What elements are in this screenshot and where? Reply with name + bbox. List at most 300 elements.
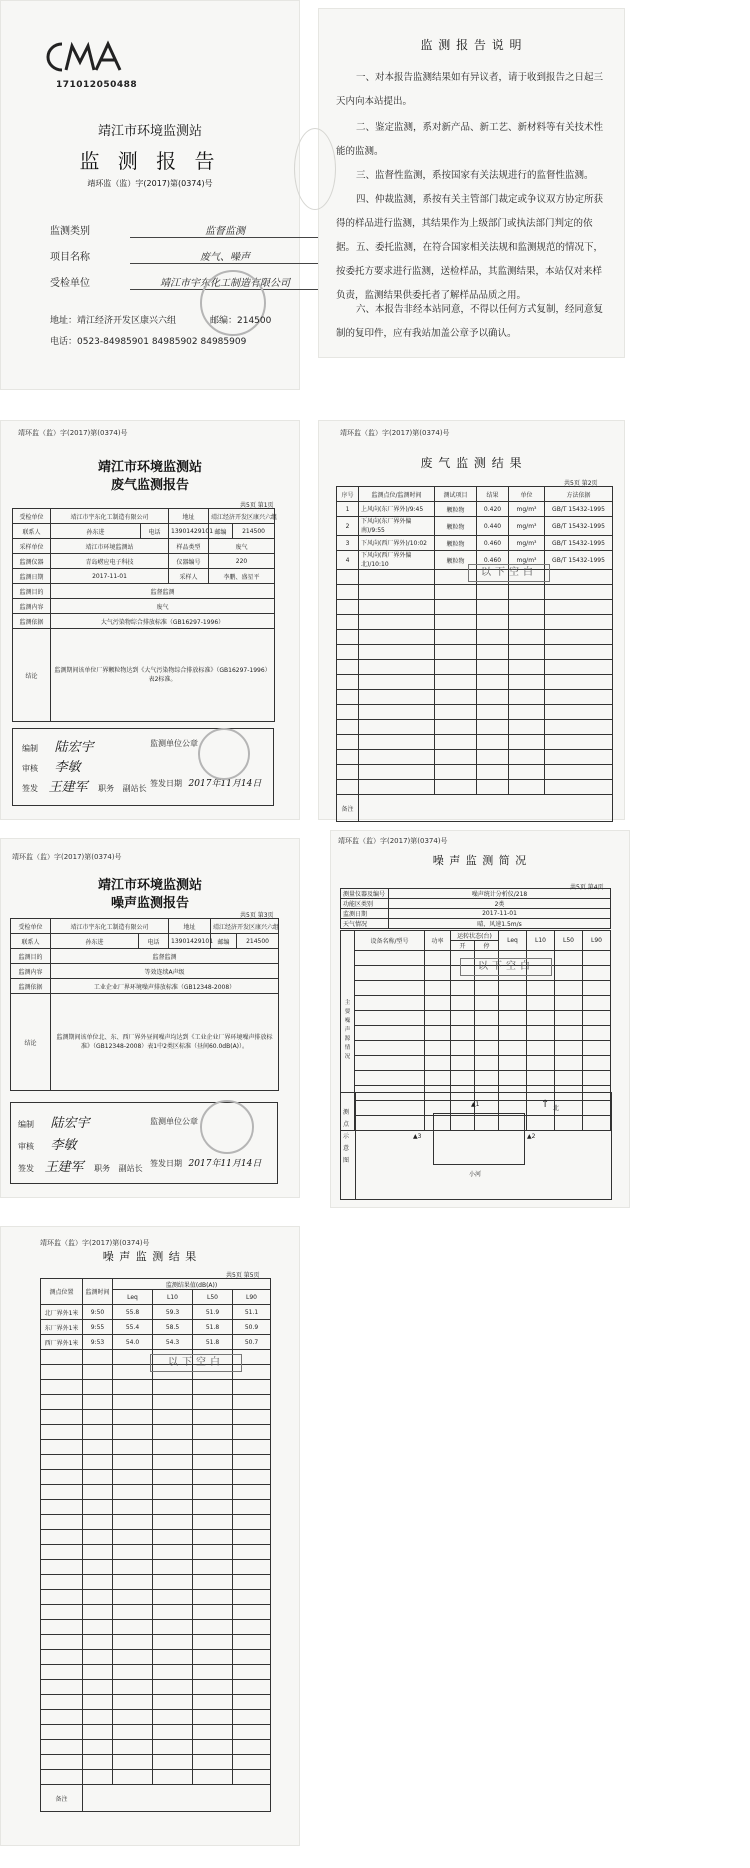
official-seal — [200, 270, 266, 336]
blank-row — [41, 1425, 271, 1440]
table-row — [13, 524, 275, 539]
cell: 青岛崂应电子科技 — [51, 554, 169, 569]
cover-phone: 电话：0523-84985901 84985902 84985909 — [50, 337, 247, 347]
position-value: 副站长 — [122, 784, 147, 793]
cover-report-no: 靖环监（监）字(2017)第(0374)号 — [87, 179, 213, 188]
blank-row — [337, 585, 613, 600]
blank-row — [41, 1590, 271, 1605]
note-item: 一、对本报告监测结果如有异议者，请于收到报告之日起三天内向本站提出。 — [336, 72, 604, 107]
cell: 颗粒物 — [435, 517, 477, 536]
cell: 西厂界外1米 — [41, 1335, 83, 1350]
gas-results-page — [318, 420, 625, 820]
cell: 3 — [337, 536, 359, 551]
cell: 监督监测 — [51, 584, 275, 599]
cell: 54.0 — [113, 1335, 153, 1350]
blank-row — [337, 720, 613, 735]
cell: 0.440 — [477, 517, 509, 536]
blank-row — [341, 1056, 611, 1071]
table-row — [11, 979, 279, 994]
noise-overview-page — [330, 830, 630, 1208]
header-cell: L90 — [583, 931, 611, 951]
issue-date-label: 签发日期 — [150, 779, 182, 788]
header-cell: 序号 — [337, 487, 359, 502]
site-boundary — [433, 1113, 525, 1165]
cell: 2类 — [389, 899, 611, 909]
cell: 220 — [209, 554, 275, 569]
issue-date-value: 2017年11月14日 — [188, 1159, 262, 1169]
blank-below-stamp: 以下空白 — [468, 564, 550, 582]
cell: 电话 — [141, 524, 169, 539]
cell: 59.3 — [153, 1305, 193, 1320]
blank-row — [341, 1026, 611, 1041]
north-label: 北 — [553, 1105, 560, 1112]
cell: mg/m³ — [509, 502, 545, 517]
cell: GB/T 15432-1995 — [545, 502, 613, 517]
field-label: 监测类别 — [50, 226, 90, 237]
reviewer-row — [18, 1134, 77, 1153]
table-row — [337, 536, 613, 551]
cell: 下风向(西厂界外)/10:02 — [359, 536, 435, 551]
blank-row — [41, 1740, 271, 1755]
reviewer-label: 审核 — [22, 764, 38, 773]
doc-number: 靖环监（监）字(2017)第(0374)号 — [18, 429, 128, 437]
table-header-row — [341, 931, 611, 941]
field-value: 废气、噪声 — [130, 248, 320, 264]
table-row — [11, 964, 279, 979]
cell: 邮编 — [209, 524, 233, 539]
blank-row — [341, 996, 611, 1011]
blank-row — [341, 1071, 611, 1086]
issue-date-row — [150, 1156, 261, 1169]
cover-title: 监 测 报 告 — [79, 149, 221, 173]
header-cell: L90 — [233, 1290, 271, 1305]
header-cell: L50 — [193, 1290, 233, 1305]
cell: 功能区类别 — [341, 899, 389, 909]
cell: 废气 — [51, 599, 275, 614]
table-row — [41, 1305, 271, 1320]
header-cell: 开 — [451, 941, 475, 951]
conclusion-cell: 监测期间该单位北、东、西厂界外昼间噪声均达到《工业企业厂界环境噪声排放标准》（GB12348-2008）表1中2类区标准（昼间60.0dB(A)）。 — [51, 994, 279, 1091]
blank-row — [41, 1680, 271, 1695]
reviewer-signature: 李敏 — [54, 760, 81, 775]
report-title: 噪声监测报告 — [110, 896, 189, 911]
cell: 测量仪器及编号 — [341, 889, 389, 899]
overview-title: 噪 声 监 测 简 况 — [432, 854, 528, 867]
blank-row — [41, 1395, 271, 1410]
cell: 大气污染物综合排放标准（GB16297-1996） — [51, 614, 275, 629]
cell: 下风向(西厂界外偏北)/10:10 — [359, 551, 435, 570]
blank-row — [337, 600, 613, 615]
header-cell: L10 — [527, 931, 555, 951]
cell: 天气情况 — [341, 919, 389, 929]
blank-row — [41, 1500, 271, 1515]
cell: GB/T 15432-1995 — [545, 536, 613, 551]
cell: 地址 — [169, 509, 209, 524]
cell: 监测目的 — [13, 584, 51, 599]
cover-org: 靖江市环境监测站 — [97, 124, 202, 139]
editor-signature: 陆宏宇 — [54, 740, 94, 755]
note-item: 五、委托监测，在符合国家相关法规和监测规范的情况下，按委托方要求进行监测，送检样品，其监测结果，本站仅对来样负责，监测结果供委托者了解样品品质之用。 — [336, 242, 604, 301]
remark-label: 备注 — [41, 1785, 83, 1812]
cell: 监测目的 — [11, 949, 51, 964]
results-title: 废 气 监 测 结 果 — [420, 456, 523, 470]
table-row — [41, 1335, 271, 1350]
editor-row — [18, 1112, 90, 1131]
cell: 监督监测 — [51, 949, 279, 964]
cell: 监测日期 — [341, 909, 389, 919]
diagram-divider — [355, 1093, 356, 1199]
table-row — [337, 517, 613, 536]
blank-row — [41, 1650, 271, 1665]
doc-number: 靖环监（监）字(2017)第(0374)号 — [338, 837, 448, 845]
cma-logo — [56, 40, 124, 74]
punch-hole — [294, 128, 336, 210]
cell: 邮编 — [211, 934, 237, 949]
official-seal — [198, 728, 250, 780]
measure-point-1: ▲1 — [471, 1101, 480, 1108]
cell: GB/T 15432-1995 — [545, 517, 613, 536]
cell: 51.1 — [233, 1305, 271, 1320]
field-value: 监督监测 — [130, 222, 320, 238]
cell: GB/T 15432-1995 — [545, 551, 613, 570]
cell: 监测依据 — [13, 614, 51, 629]
table-header-row — [337, 487, 613, 502]
field-value: 靖江市宇东化工制造有限公司 — [130, 274, 320, 290]
cell: 监测内容 — [13, 599, 51, 614]
blank-below-stamp: 以下空白 — [150, 1354, 242, 1372]
remark-row — [41, 1785, 271, 1812]
table-row — [13, 569, 275, 584]
cell: 受检单位 — [11, 919, 51, 934]
blank-row — [341, 981, 611, 996]
header-cell: 测点位置 — [41, 1279, 83, 1305]
cell: 0.460 — [477, 551, 509, 570]
header-cell: 监测时间 — [83, 1279, 113, 1305]
cell: 等效连续A声级 — [51, 964, 279, 979]
blank-row — [41, 1515, 271, 1530]
cell: 监测内容 — [11, 964, 51, 979]
cell: 1 — [337, 502, 359, 517]
cell: 9:55 — [83, 1320, 113, 1335]
north-arrow-icon: ↑ — [541, 1099, 550, 1110]
unit-seal-label: 监测单位公章 — [150, 739, 198, 748]
note-item: 三、监督性监测，系按国家有关法规进行的监督性监测。 — [356, 170, 594, 181]
cell: 55.4 — [113, 1320, 153, 1335]
cell: 颗粒物 — [435, 536, 477, 551]
blank-row — [41, 1410, 271, 1425]
blank-below-stamp: 以下空白 — [460, 958, 552, 976]
blank-row — [41, 1755, 271, 1770]
diagram-label: 测点示意图 — [343, 1109, 350, 1164]
cover-address: 地址：靖江经济开发区康兴六组 — [50, 316, 177, 326]
blank-row — [341, 1041, 611, 1056]
noise-info-table — [10, 918, 279, 1091]
cell: 214500 — [233, 524, 275, 539]
table-row — [13, 509, 275, 524]
measurement-diagram — [340, 1092, 612, 1200]
gas-results-table — [336, 486, 613, 822]
header-cell: Leq — [499, 931, 527, 951]
table-row — [341, 889, 611, 899]
note-item: 二、鉴定监测，系对新产品、新工艺、新材料等有关技术性能的监测。 — [336, 122, 604, 157]
table-row — [13, 614, 275, 629]
blank-row — [337, 630, 613, 645]
cell: 联系人 — [13, 524, 51, 539]
cell: 靖江市环境监测站 — [51, 539, 169, 554]
cell: 晴，风速1.5m/s — [389, 919, 611, 929]
table-row — [41, 1320, 271, 1335]
cell: 孙东进 — [51, 934, 139, 949]
notes-title: 监 测 报 告 说 明 — [420, 38, 523, 52]
cell: 上风向(东厂界外)/9:45 — [359, 502, 435, 517]
table-row — [337, 502, 613, 517]
cell: 颗粒物 — [435, 551, 477, 570]
cell: 监测依据 — [11, 979, 51, 994]
issuer-label: 签发 — [22, 784, 38, 793]
blank-row — [337, 645, 613, 660]
reviewer-signature: 李敏 — [50, 1138, 77, 1153]
cell: 结论 — [11, 994, 51, 1091]
table-row — [341, 919, 611, 929]
cell: 仪器编号 — [169, 554, 209, 569]
blank-row — [41, 1635, 271, 1650]
table-row — [13, 584, 275, 599]
cell: 0.420 — [477, 502, 509, 517]
blank-row — [41, 1725, 271, 1740]
table-row — [11, 919, 279, 934]
editor-label: 编制 — [22, 744, 38, 753]
cell: 样品类型 — [169, 539, 209, 554]
cell: 监测仪器 — [13, 554, 51, 569]
cell: 靖江经济开发区康兴六组 — [209, 509, 275, 524]
cell: 2 — [337, 517, 359, 536]
remark-row — [337, 795, 613, 822]
table-row — [13, 554, 275, 569]
page-number: 共5页 第4页 — [570, 884, 604, 891]
cell: 采样人 — [169, 569, 209, 584]
blank-row — [41, 1575, 271, 1590]
remark-value — [359, 795, 613, 822]
cell: 50.7 — [233, 1335, 271, 1350]
remark-label: 备注 — [337, 795, 359, 822]
table-row — [13, 539, 275, 554]
cell: 58.5 — [153, 1320, 193, 1335]
noise-report-page — [0, 838, 300, 1198]
cell: 靖江经济开发区康兴六组 — [211, 919, 279, 934]
header-cell: 单位 — [509, 487, 545, 502]
cell: mg/m³ — [509, 517, 545, 536]
remark-value — [83, 1785, 271, 1812]
cell: 13901429101 — [169, 934, 211, 949]
issuer-label: 签发 — [18, 1164, 34, 1173]
header-cell: 运转状态(台) — [451, 931, 499, 941]
results-title: 噪 声 监 测 结 果 — [102, 1250, 198, 1263]
editor-row — [22, 736, 94, 755]
page-number: 共5页 第5页 — [226, 1272, 260, 1279]
cell: 废气 — [209, 539, 275, 554]
issuer-signature: 王建军 — [44, 1160, 84, 1175]
position-value: 副站长 — [118, 1164, 143, 1173]
header-cell: 测试项目 — [435, 487, 477, 502]
cell: 受检单位 — [13, 509, 51, 524]
cell: 地址 — [169, 919, 211, 934]
cell: mg/m³ — [509, 536, 545, 551]
page-number: 共5页 第2页 — [564, 480, 598, 487]
cell: mg/m³ — [509, 551, 545, 570]
blank-row — [41, 1620, 271, 1635]
blank-row — [337, 690, 613, 705]
blank-row — [337, 735, 613, 750]
table-row — [13, 629, 275, 722]
blank-row — [337, 765, 613, 780]
position-label: 职务 — [94, 1164, 111, 1173]
cell: 靖江市宇东化工制造有限公司 — [51, 509, 169, 524]
cell: 噪声统计分析仪/218 — [389, 889, 611, 899]
header-cell: Leq — [113, 1290, 153, 1305]
cell: 9:53 — [83, 1335, 113, 1350]
issue-date-value: 2017年11月14日 — [188, 779, 262, 789]
blank-row — [337, 780, 613, 795]
unit-seal-label: 监测单位公章 — [150, 1117, 198, 1126]
overview-info-table — [340, 888, 611, 929]
header-cell: L50 — [555, 931, 583, 951]
issue-date-row — [150, 776, 261, 789]
note-item: 六、本报告非经本站同意，不得以任何方式复制，经同意复制的复印件，应有我站加盖公章予以确认。 — [336, 304, 604, 339]
cell: 东厂界外1米 — [41, 1320, 83, 1335]
issue-date-label: 签发日期 — [150, 1159, 182, 1168]
blank-row — [337, 705, 613, 720]
cell: 51.8 — [193, 1335, 233, 1350]
field-label: 受检单位 — [50, 278, 90, 289]
cell: 监测日期 — [13, 569, 51, 584]
cell: 214500 — [237, 934, 279, 949]
blank-row — [41, 1545, 271, 1560]
cell: 2017-11-01 — [389, 909, 611, 919]
cma-number: 171012050488 — [56, 80, 138, 90]
blank-row — [41, 1440, 271, 1455]
cell: 51.9 — [193, 1305, 233, 1320]
cell: 9:50 — [83, 1305, 113, 1320]
cell: 结论 — [13, 629, 51, 722]
reviewer-row — [22, 756, 81, 775]
cover-page — [0, 0, 300, 390]
cell: 电话 — [139, 934, 169, 949]
doc-number: 靖环监（监）字(2017)第(0374)号 — [12, 853, 122, 861]
table-row — [11, 934, 279, 949]
blank-row — [41, 1665, 271, 1680]
cell: 采样单位 — [13, 539, 51, 554]
cell: 工业企业厂界环境噪声排放标准（GB12348-2008） — [51, 979, 279, 994]
gas-info-table — [12, 508, 278, 722]
header-cell: 停 — [475, 941, 499, 951]
noise-results-page — [0, 1226, 300, 1846]
page-number: 共5页 第1页 — [240, 502, 274, 509]
position-label: 职务 — [98, 784, 115, 793]
cell: 靖江市宇东化工制造有限公司 — [51, 919, 169, 934]
cell: 联系人 — [11, 934, 51, 949]
table-row — [13, 599, 275, 614]
measure-point-2: ▲2 — [527, 1133, 536, 1140]
measure-point-3: ▲3 — [413, 1133, 422, 1140]
issuer-signature: 王建军 — [48, 780, 88, 795]
cell: 2017-11-01 — [51, 569, 169, 584]
official-seal — [200, 1100, 254, 1154]
reviewer-label: 审核 — [18, 1142, 34, 1151]
blank-row — [41, 1530, 271, 1545]
blank-row — [41, 1485, 271, 1500]
field-project — [50, 248, 250, 263]
editor-label: 编制 — [18, 1120, 34, 1129]
cell: 4 — [337, 551, 359, 570]
field-category — [50, 222, 245, 237]
cell: 13901429101 — [169, 524, 209, 539]
blank-row — [41, 1470, 271, 1485]
header-cell: L10 — [153, 1290, 193, 1305]
cell: 0.460 — [477, 536, 509, 551]
issuer-row — [22, 776, 147, 795]
table-header-row — [41, 1279, 271, 1290]
blank-row — [41, 1605, 271, 1620]
editor-signature: 陆宏宇 — [50, 1116, 90, 1131]
header-cell: 结果 — [477, 487, 509, 502]
blank-row — [41, 1560, 271, 1575]
gas-report-page — [0, 420, 300, 820]
blank-row — [41, 1770, 271, 1785]
page-number: 共5页 第3页 — [240, 912, 274, 919]
header-cell: 设备名称/型号 — [355, 931, 425, 951]
blank-row — [337, 675, 613, 690]
table-row — [11, 994, 279, 1091]
cell: 李鹏、盛星平 — [209, 569, 275, 584]
header-cell: 监测点位/监测时间 — [359, 487, 435, 502]
cell: 55.8 — [113, 1305, 153, 1320]
cell: 颗粒物 — [435, 502, 477, 517]
header-cell: 监测结果值(dB(A)) — [113, 1279, 271, 1290]
blank-row — [337, 660, 613, 675]
field-unit — [50, 274, 290, 289]
cover-postcode: 邮编：214500 — [210, 316, 272, 326]
blank-row — [41, 1455, 271, 1470]
report-org: 靖江市环境监测站 — [97, 878, 202, 893]
cell: 下风向(东厂界外偏南)/9:55 — [359, 517, 435, 536]
blank-row — [337, 615, 613, 630]
conclusion-cell: 监测期间该单位厂界颗粒物达到《大气污染物综合排放标准》（GB16297-1996）表2标准。 — [51, 629, 275, 722]
cell: 北厂界外1米 — [41, 1305, 83, 1320]
table-row — [11, 949, 279, 964]
blank-row — [41, 1695, 271, 1710]
cell: 51.8 — [193, 1320, 233, 1335]
header-cell: 功率 — [425, 931, 451, 951]
cell: 54.3 — [153, 1335, 193, 1350]
table-row — [341, 909, 611, 919]
header-cell: 方法依据 — [545, 487, 613, 502]
side-label: 主要噪声源情况 — [341, 931, 355, 1131]
cell: 孙东进 — [51, 524, 141, 539]
river-label: 小河 — [469, 1171, 482, 1178]
doc-number: 靖环监（监）字(2017)第(0374)号 — [340, 429, 450, 437]
cell: 50.9 — [233, 1320, 271, 1335]
table-row — [341, 899, 611, 909]
doc-number: 靖环监（监）字(2017)第(0374)号 — [40, 1239, 150, 1247]
report-org: 靖江市环境监测站 — [97, 460, 202, 475]
note-item: 四、仲裁监测，系按有关主管部门裁定或争议双方协定所获得的样品进行监测，其结果作为上级部门或执法部门判定的依据。 — [336, 194, 604, 253]
field-label: 项目名称 — [50, 252, 90, 263]
notes-page — [318, 8, 625, 358]
blank-row — [41, 1710, 271, 1725]
blank-row — [41, 1380, 271, 1395]
blank-row — [337, 750, 613, 765]
report-title: 废气监测报告 — [110, 478, 189, 493]
